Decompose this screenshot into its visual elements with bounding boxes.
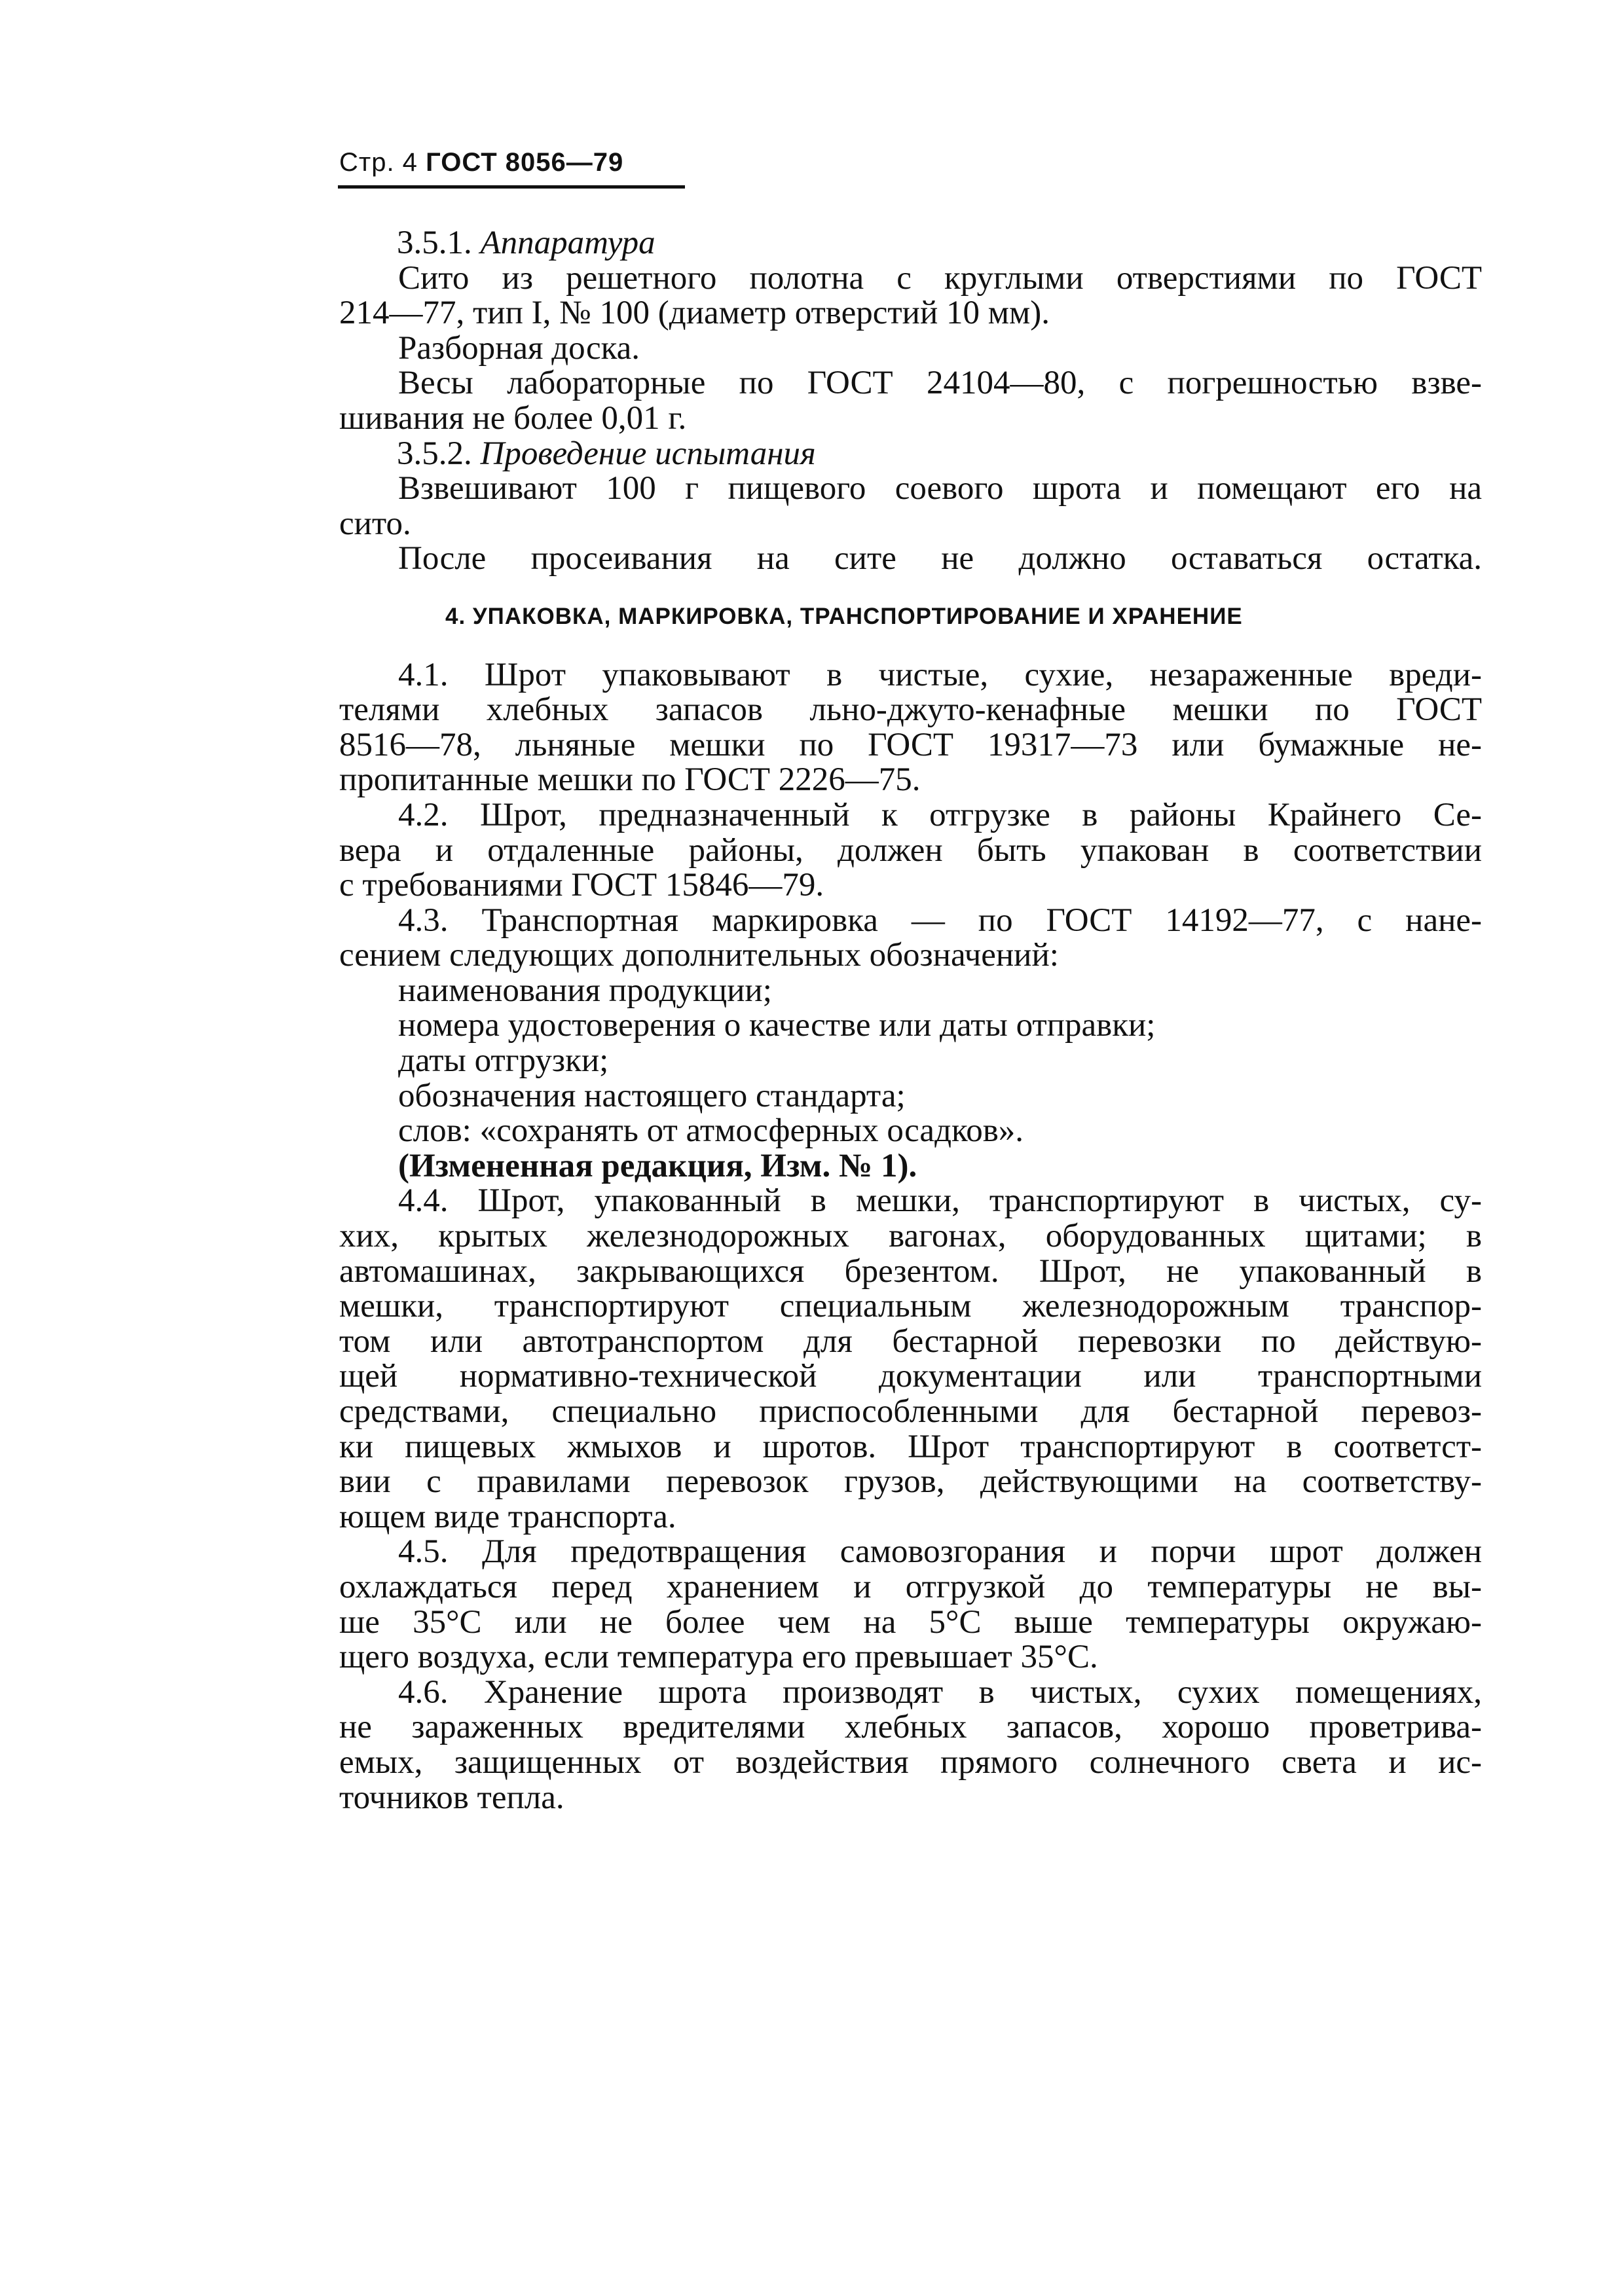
- text-line: пропитанные мешки по ГОСТ 2226—75.: [339, 761, 921, 799]
- subsection-number: 3.5.2.: [397, 435, 472, 472]
- text-line: емых, защищенных от воздействия прямого солнечного света и ис-: [339, 1743, 1482, 1781]
- document-designation: ГОСТ 8056—79: [426, 148, 624, 177]
- text-line: вии с правилами перевозок грузов, действующими на соответству-: [339, 1463, 1482, 1501]
- subsection-title: Аппаратура: [480, 225, 655, 261]
- text-line: 4.5. Для предотвращения самовозгорания и порчи шрот должен: [398, 1533, 1482, 1571]
- text-line: автомашинах, закрывающихся брезентом. Шрот, не упакованный в: [339, 1252, 1482, 1290]
- text-line: средствами, специально приспособленными для бестарной перевоз-: [339, 1393, 1482, 1430]
- text-line: щей нормативно-технической документации или транспортными: [339, 1358, 1482, 1395]
- text-line: Сито из решетного полотна с круглыми отверстиями по ГОСТ: [398, 259, 1482, 297]
- text-line: сито.: [339, 505, 411, 542]
- list-item: номера удостоверения о качестве или даты отправки;: [398, 1007, 1156, 1044]
- subsection-title-3-5-1: [339, 226, 1482, 261]
- text-line: 4.4. Шрот, упакованный в мешки, транспортируют в чистых, су-: [398, 1182, 1482, 1220]
- text-line: охлаждаться перед хранением и отгрузкой до температуры не вы-: [339, 1568, 1482, 1605]
- text-line: не зараженных вредителями хлебных запасов, хорошо проветрива-: [339, 1709, 1482, 1746]
- text-line: 4.3. Транспортная маркировка — по ГОСТ 14192—77, с нане-: [398, 902, 1482, 939]
- text-line: 214—77, тип I, № 100 (диаметр отверстий 10 мм).: [339, 295, 1050, 332]
- text-line: 4.6. Хранение шрота производят в чистых, сухих помещениях,: [398, 1673, 1482, 1711]
- text-line: 8516—78, льняные мешки по ГОСТ 19317—73 или бумажные не-: [339, 726, 1482, 763]
- text-line: Весы лабораторные по ГОСТ 24104—80, с погрешностью взве-: [398, 365, 1482, 402]
- page-number: Стр. 4: [339, 148, 418, 177]
- subsection-title: Проведение испытания: [480, 435, 816, 472]
- text-line: щего воздуха, если температура его превышает 35°С.: [339, 1639, 1098, 1676]
- text-line: шивания не более 0,01 г.: [339, 399, 687, 437]
- text-line: вера и отдаленные районы, должен быть упакован в соответствии: [339, 831, 1482, 869]
- page-header: [339, 148, 623, 177]
- text-line: мешки, транспортируют специальным железнодорожным транспор-: [339, 1288, 1482, 1325]
- list-item: обозначения настоящего стандарта;: [398, 1077, 906, 1114]
- text-line: хих, крытых железнодорожных вагонах, оборудованных щитами; в: [339, 1218, 1482, 1255]
- header-rule: [338, 185, 685, 189]
- list-item: наименования продукции;: [398, 972, 772, 1009]
- subsection-title-3-5-2: [339, 437, 1482, 472]
- section-heading-4: 4. УПАКОВКА, МАРКИРОВКА, ТРАНСПОРТИРОВАНИЕ И ХРАНЕНИЕ: [445, 603, 1243, 629]
- text-line: Взвешивают 100 г пищевого соевого шрота и помещают его на: [398, 470, 1482, 507]
- subsection-number: 3.5.1.: [397, 225, 472, 261]
- list-item: слов: «сохранять от атмосферных осадков».: [398, 1112, 1024, 1150]
- text-line: ше 35°С или не более чем на 5°С выше температуры окружаю-: [339, 1603, 1482, 1641]
- text-line: точников тепла.: [339, 1779, 564, 1816]
- text-line: Разборная доска.: [398, 329, 640, 367]
- list-item: даты отгрузки;: [398, 1042, 609, 1080]
- document-body: [339, 226, 1482, 1815]
- text-line: сением следующих дополнительных обозначений:: [339, 937, 1059, 974]
- text-line: ющем виде транспорта.: [339, 1498, 676, 1535]
- text-line: том или автотранспортом для бестарной перевозки по действую-: [339, 1322, 1482, 1360]
- amendment-note: (Измененная редакция, Изм. № 1).: [398, 1147, 917, 1184]
- text-line: с требованиями ГОСТ 15846—79.: [339, 867, 824, 904]
- text-line: 4.2. Шрот, предназначенный к отгрузке в районы Крайнего Се-: [398, 796, 1482, 833]
- text-line: 4.1. Шрот упаковывают в чистые, сухие, незараженные вреди-: [398, 656, 1482, 693]
- text-line: После просеивания на сите не должно оставаться остатка.: [398, 540, 1482, 577]
- text-line: ки пищевых жмыхов и шротов. Шрот транспортируют в соответст-: [339, 1428, 1482, 1465]
- text-line: телями хлебных запасов льно-джуто-кенафные мешки по ГОСТ: [339, 691, 1482, 729]
